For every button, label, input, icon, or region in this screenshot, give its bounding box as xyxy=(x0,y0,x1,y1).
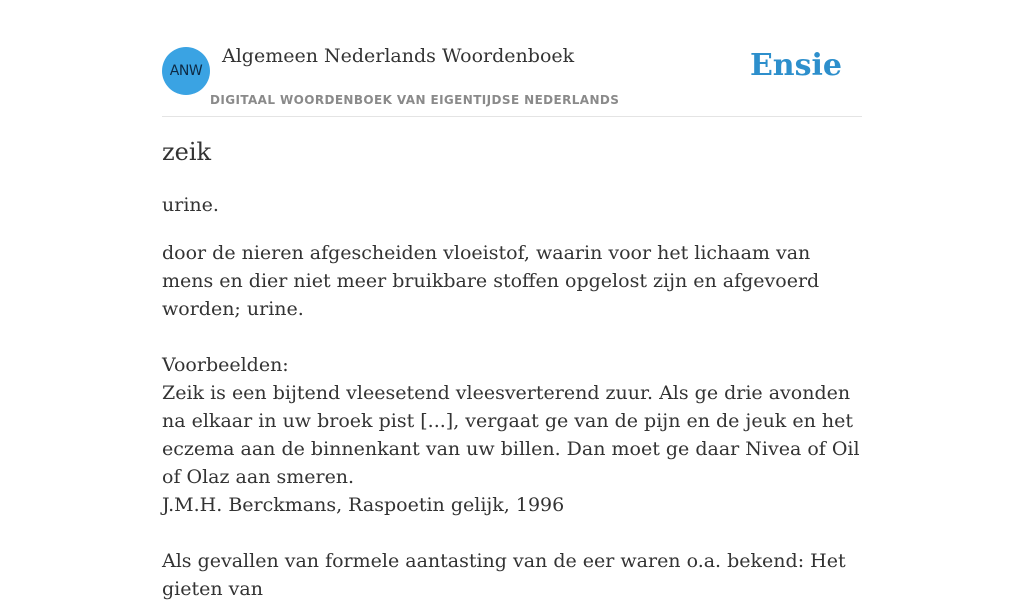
full-definition: door de nieren afgescheiden vloeistof, waarin voor het lichaam van mens en dier niet meer bruikbare stoffen opgelost zijn en afgevoerd worden; urine. xyxy=(162,242,820,320)
example-text: Zeik is een bijtend vleesetend vleesverterend zuur. Als ge drie avonden na elkaar in uw broek pist [...], vergaat ge van de pijn en de jeuk en het eczema aan de binnenkant van uw billen. Dan moet ge daar Nivea of Oil of Olaz aan smeren. xyxy=(162,382,860,488)
site-title[interactable]: Algemeen Nederlands Woordenboek xyxy=(222,45,575,67)
anw-logo[interactable]: ANW xyxy=(162,47,210,95)
entry-body xyxy=(162,239,866,603)
site-subtitle: DIGITAAL WOORDENBOEK VAN EIGENTIJDSE NEDERLANDS xyxy=(210,93,620,107)
short-definition: urine. xyxy=(162,194,219,216)
example-text: Als gevallen van formele aantasting van de eer waren o.a. bekend: Het gieten van xyxy=(162,550,846,600)
content-container xyxy=(162,0,862,600)
examples-label: Voorbeelden: xyxy=(162,354,289,376)
ensie-brand-logo[interactable]: Ensie xyxy=(749,48,842,83)
site-header xyxy=(162,0,862,117)
entry-word: zeik xyxy=(162,138,212,166)
spacer xyxy=(162,519,866,547)
examples-section xyxy=(162,351,866,603)
example-source: J.M.H. Berckmans, Raspoetin gelijk, 1996 xyxy=(162,494,565,516)
